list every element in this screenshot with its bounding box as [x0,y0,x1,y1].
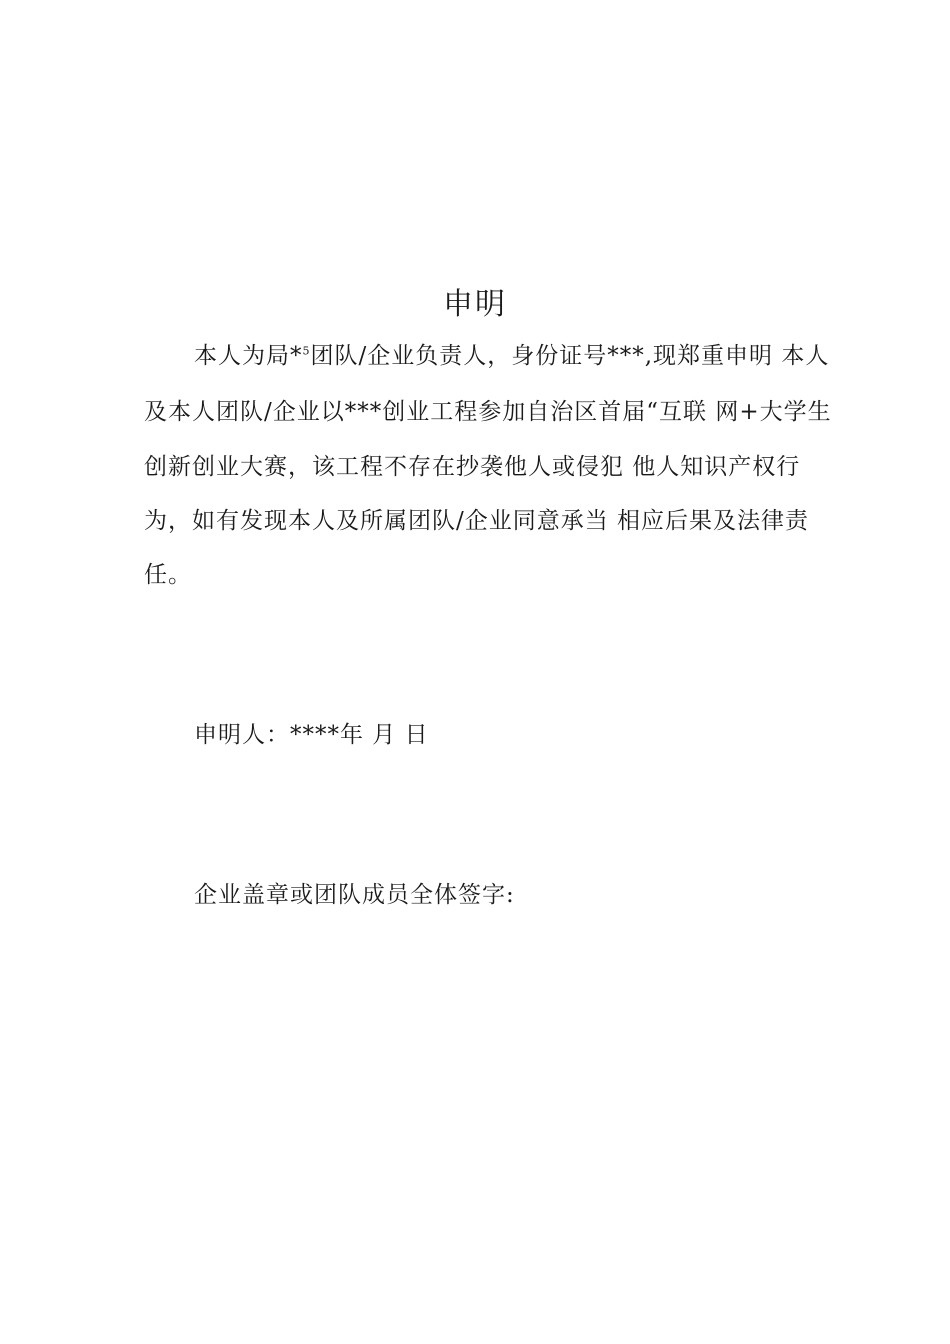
superscript-mark: 5 [302,344,311,358]
statement-line-4: 为，如有发现本人及所属团队/企业同意承当 相应后果及法律责 [144,508,810,534]
statement-line-1-post: 团队/企业负责人，身份证号***,现郑重申明 本人 [310,343,830,369]
statement-line-1 [194,339,884,373]
statement-line-3: 创新创业大赛，该工程不存在抄袭他人或侵犯 他人知识产权行 [144,454,801,480]
statement-line-1-pre: 本人为局* [194,343,303,369]
declarant-date-line: 申明人：****年 月 日 [194,722,429,748]
statement-line-2: 及本人团队/企业以***创业工程参加自治区首届“互联 网+大学生 [144,399,832,425]
statement-line-5: 任。 [144,562,192,588]
page-title: 申明 [443,287,507,322]
seal-signature-line: 企业盖章或团队成员全体签字: [194,882,515,908]
